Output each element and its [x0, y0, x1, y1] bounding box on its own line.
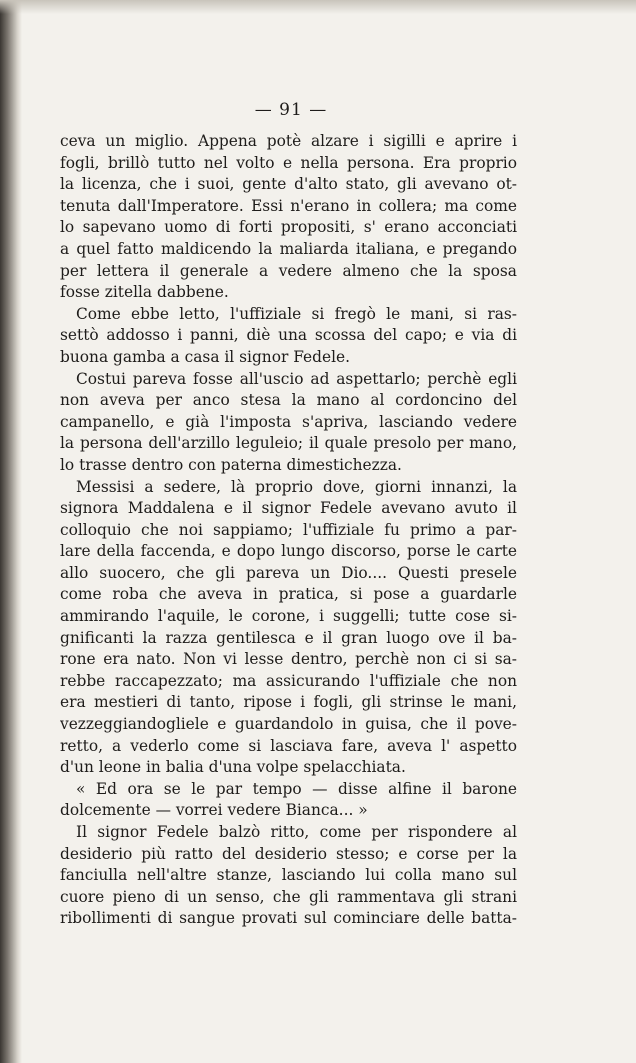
- text-line: lare della faccenda, e dopo lungo discorso, porse le carte: [60, 542, 517, 561]
- text-line: fosse zitella dabbene.: [60, 283, 229, 302]
- text-line: Messisi a sedere, là proprio dove, giorni innanzi, la: [76, 477, 517, 496]
- text-line: colloquio che noi sappiamo; l'uffiziale fu primo a par-: [60, 520, 517, 539]
- text-line: Come ebbe letto, l'uffiziale si fregò le mani, si ras-: [76, 304, 517, 323]
- text-line: rebbe raccapezzato; ma assicurando l'uffiziale che non: [60, 671, 517, 690]
- page-binding-edge: [0, 0, 22, 1063]
- text-line: tenuta dall'Imperatore. Essi n'erano in collera; ma come: [60, 196, 517, 215]
- text-line: vezzeggiandogliele e guardandolo in guisa, che il pove-: [60, 715, 517, 734]
- text-line: buona gamba a casa il signor Fedele.: [60, 347, 351, 366]
- text-line: « Ed ora se le par tempo — disse alfine il barone: [76, 779, 517, 798]
- text-line: la licenza, che i suoi, gente d'alto stato, gli avevano ot-: [60, 175, 517, 194]
- text-line: non aveva per anco stesa la mano al cordoncino del: [60, 391, 517, 410]
- page-top-shadow: [0, 0, 636, 14]
- text-line: rone era nato. Non vi lesse dentro, perchè non ci si sa-: [60, 650, 517, 669]
- text-line: campanello, e già l'imposta s'apriva, lasciando vedere: [60, 412, 517, 431]
- text-line: fogli, brillò tutto nel volto e nella persona. Era proprio: [60, 153, 517, 172]
- text-line: per lettera il generale a vedere almeno che la sposa: [60, 261, 517, 280]
- text-line: a quel fatto maldicendo la maliarda italiana, e pregando: [60, 239, 517, 258]
- text-line: retto, a vederlo come si lasciava fare, aveva l' aspetto: [60, 736, 517, 755]
- text-line: come roba che aveva in pratica, si pose a guardarle: [60, 585, 517, 604]
- text-line: ammirando l'aquile, le corone, i suggelli; tutte cose si-: [60, 607, 517, 626]
- text-line: la persona dell'arzillo leguleio; il quale presolo per mano,: [60, 434, 517, 453]
- text-line: d'un leone in balia d'una volpe spelacchiata.: [60, 758, 406, 777]
- text-line: Costui pareva fosse all'uscio ad aspettarlo; perchè egli: [76, 369, 517, 388]
- page-number: — 91 —: [254, 100, 328, 120]
- text-line: ceva un miglio. Appena potè alzare i sigilli e aprire i: [60, 132, 517, 150]
- text-line: settò addosso i panni, diè una scossa del capo; e via di: [60, 326, 517, 345]
- text-line: allo suocero, che gli pareva un Dio.... Questi presele: [60, 563, 517, 582]
- text-line: era mestieri di tanto, ripose i fogli, gli strinse le mani,: [60, 693, 517, 712]
- body-text: [60, 131, 517, 930]
- text-line: lo sapevano uomo di forti propositi, s' erano acconciati: [60, 218, 517, 237]
- text-line: gnificanti la razza gentilesca e il gran luogo ove il ba-: [60, 628, 517, 647]
- text-line: fanciulla nell'altre stanze, lasciando lui colla mano sul: [60, 866, 517, 885]
- text-line: Il signor Fedele balzò ritto, come per rispondere al: [76, 823, 517, 841]
- text-line: ribollimenti di sangue provati sul cominciare delle batta-: [60, 909, 517, 928]
- text-line: desiderio più ratto del desiderio stesso; e corse per la: [60, 844, 517, 863]
- text-line: cuore pieno di un senso, che gli rammentava gli strani: [60, 887, 517, 906]
- text-line: signora Maddalena e il signor Fedele avevano avuto il: [60, 499, 517, 518]
- text-line: lo trasse dentro con paterna dimestichezza.: [60, 455, 402, 474]
- text-line: dolcemente — vorrei vedere Bianca... »: [60, 801, 368, 820]
